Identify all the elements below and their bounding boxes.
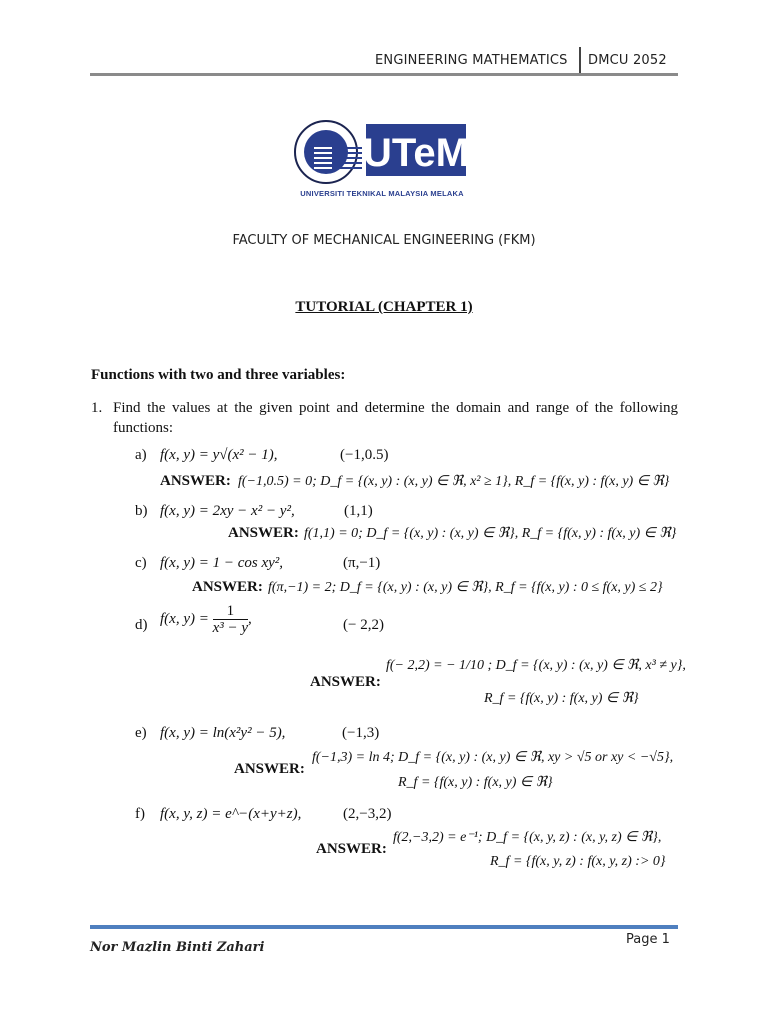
item-f-answer-label: ANSWER:: [316, 841, 387, 857]
item-f-point: (2,−3,2): [343, 806, 392, 822]
item-b-label: b): [135, 503, 148, 519]
item-e-point: (−1,3): [342, 725, 380, 741]
item-f-function: f(x, y, z) = e^−(x+y+z),: [160, 806, 302, 822]
item-a-label: a): [135, 447, 147, 463]
header-course-code: DMCU 2052: [588, 53, 667, 68]
item-b-function: f(x, y) = 2xy − x² − y²,: [160, 503, 295, 519]
item-d-label: d): [135, 617, 148, 633]
item-d-function: f(x, y) = $\frac{1}{\text{x³ − y}}$ ,: [160, 603, 252, 636]
item-c-answer: f(π,−1) = 2; D_f = {(x, y) : (x, y) ∈ ℜ}, R_f = {f(x, y) : 0 ≤ f(x, y) ≤ 2}: [268, 580, 663, 595]
logo-wordmark: UTeM: [363, 131, 469, 175]
footer-author: Nor Mazlin Binti Zahari: [90, 940, 265, 955]
header-title: ENGINEERING MATHEMATICS: [375, 53, 568, 68]
item-c-label: c): [135, 555, 147, 571]
item-f-answer-line1: f(2,−3,2) = e⁻¹; D_f = {(x, y, z) : (x, y, z) ∈ ℜ},: [393, 830, 662, 845]
section-heading: Functions with two and three variables:: [91, 367, 346, 383]
item-a-point: (−1,0.5): [340, 447, 389, 463]
faculty-name: FACULTY OF MECHANICAL ENGINEERING (FKM): [232, 233, 536, 248]
item-e-answer-line1: f(−1,3) = ln 4; D_f = {(x, y) : (x, y) ∈ ℜ, xy > √5 or xy < −√5},: [312, 750, 674, 765]
item-e-label: e): [135, 725, 147, 741]
header-rule: [90, 73, 678, 76]
item-d-answer-line2: R_f = {f(x, y) : f(x, y) ∈ ℜ}: [484, 691, 639, 706]
item-d-answer-line1: f(− 2,2) = − 1/10 ; D_f = {(x, y) : (x, y) ∈ ℜ, x³ ≠ y},: [386, 658, 686, 673]
item-b-answer-label: ANSWER:: [228, 525, 299, 541]
question-number: 1.: [91, 400, 103, 416]
item-e-answer-line2: R_f = {f(x, y) : f(x, y) ∈ ℜ}: [398, 775, 553, 790]
question-text-line1: Find the values at the given point and determine the domain and range of the following: [113, 400, 678, 416]
item-a-function: f(x, y) = y√(x² − 1),: [160, 447, 278, 463]
item-a-answer-label: ANSWER:: [160, 473, 231, 489]
page-number: Page 1: [626, 932, 670, 947]
utem-logo: [292, 118, 472, 200]
footer-rule: [90, 925, 678, 929]
item-f-answer-line2: R_f = {f(x, y, z) : f(x, y, z) :> 0}: [490, 854, 666, 869]
item-c-answer-label: ANSWER:: [192, 579, 263, 595]
item-e-answer-label: ANSWER:: [234, 761, 305, 777]
item-d-answer-label: ANSWER:: [310, 674, 381, 690]
item-b-point: (1,1): [344, 503, 373, 519]
item-e-function: f(x, y) = ln(x²y² − 5),: [160, 725, 286, 741]
item-c-point: (π,−1): [343, 555, 381, 571]
tutorial-title: TUTORIAL (CHAPTER 1): [295, 299, 473, 315]
item-d-point: (− 2,2): [343, 617, 384, 633]
item-f-label: f): [135, 806, 145, 822]
item-b-answer: f(1,1) = 0; D_f = {(x, y) : (x, y) ∈ ℜ}, R_f = {f(x, y) : f(x, y) ∈ ℜ}: [304, 526, 677, 541]
utem-seal-icon: [292, 118, 472, 200]
item-a-answer: f(−1,0.5) = 0; D_f = {(x, y) : (x, y) ∈ ℜ, x² ≥ 1}, R_f = {f(x, y) : f(x, y) ∈ ℜ}: [238, 474, 670, 489]
item-c-function: f(x, y) = 1 − cos xy²,: [160, 555, 284, 571]
question-text-line2: functions:: [113, 420, 173, 436]
logo-caption: UNIVERSITI TEKNIKAL MALAYSIA MELAKA: [300, 189, 464, 198]
header-separator: [579, 47, 581, 75]
